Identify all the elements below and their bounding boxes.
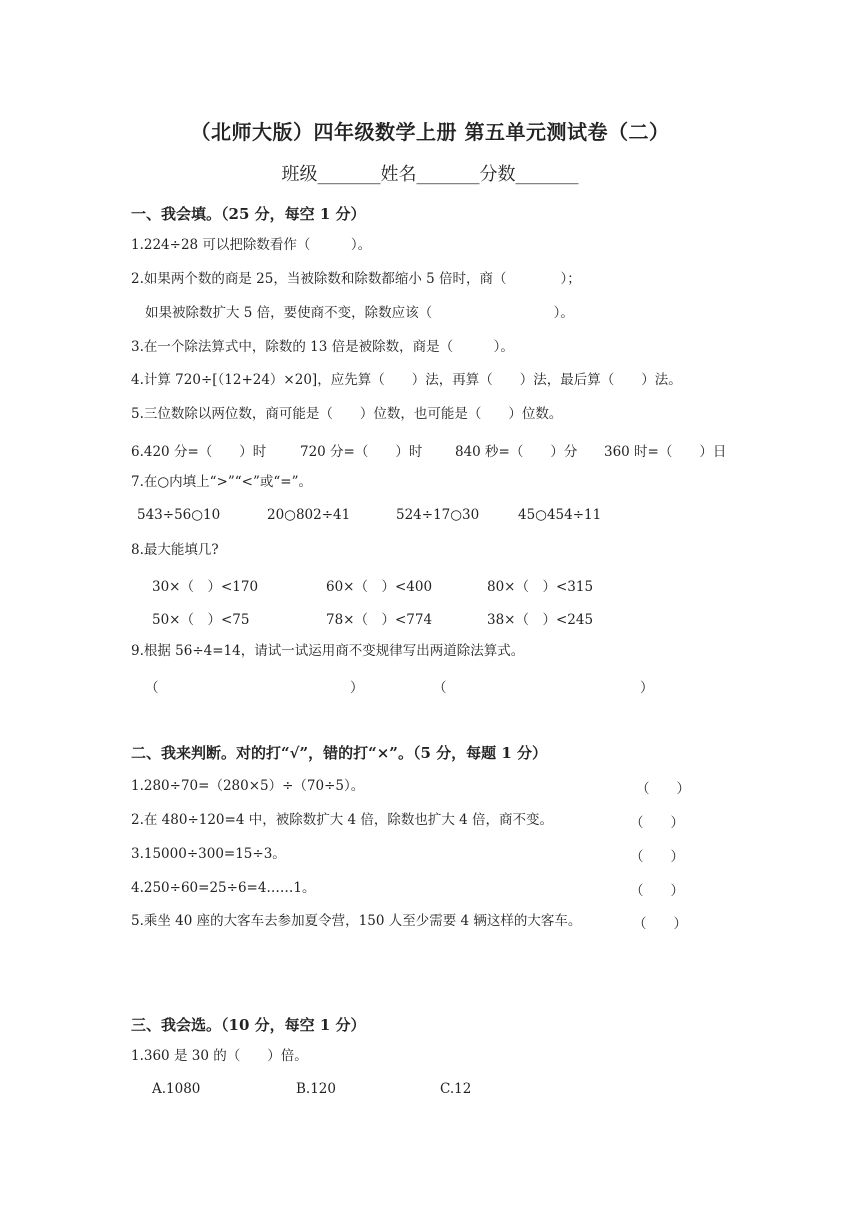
s2-answer-paren: （ ） bbox=[630, 883, 684, 899]
s1-q8-item: 60×（ ）<400 bbox=[326, 579, 433, 595]
student-info-line: 班级_______姓名_______分数_______ bbox=[281, 164, 579, 185]
s1-q6-item: 840 秒=（ ）分 bbox=[455, 444, 578, 460]
s1-q8-item: 78×（ ）<774 bbox=[326, 612, 433, 628]
s1-question-1: 1.224÷28 可以把除数看作（ ）。 bbox=[131, 237, 372, 253]
page-title: （北师大版）四年级数学上册 第五单元测试卷（二） bbox=[190, 120, 670, 144]
s1-q8-item: 30×（ ）<170 bbox=[152, 579, 259, 595]
s2-item: 5.乘坐 40 座的大客车去参加夏令营，150 人至少需要 4 辆这样的大客车。 bbox=[131, 913, 582, 929]
s2-item: 3.15000÷300=15÷3。 bbox=[131, 846, 286, 862]
s3-question-1: 1.360 是 30 的（ ）倍。 bbox=[131, 1048, 308, 1064]
s1-q9-paren-open: （ bbox=[433, 680, 447, 696]
s1-q7-item: 20○802÷41 bbox=[267, 507, 351, 523]
s2-answer-paren: （ ） bbox=[636, 781, 690, 797]
s2-item: 2.在 480÷120=4 中，被除数扩大 4 倍，除数也扩大 4 倍，商不变。 bbox=[131, 812, 554, 828]
s2-item: 1.280÷70=（280×5）÷（70÷5）。 bbox=[131, 778, 365, 794]
s1-q7-item: 524÷17○30 bbox=[396, 507, 480, 523]
s3-option-b: B.120 bbox=[296, 1081, 336, 1097]
s1-q6-item: 360 时=（ ）日 bbox=[604, 444, 727, 460]
s1-question-5: 5.三位数除以两位数，商可能是（ ）位数，也可能是（ ）位数。 bbox=[131, 406, 563, 422]
s1-q8-item: 80×（ ）<315 bbox=[487, 579, 594, 595]
s1-question-2a: 2.如果两个数的商是 25，当被除数和除数都缩小 5 倍时，商（ ）； bbox=[131, 271, 581, 287]
s1-q8-item: 38×（ ）<245 bbox=[487, 612, 594, 628]
s3-option-c: C.12 bbox=[440, 1081, 472, 1097]
s1-q8-item: 50×（ ）<75 bbox=[152, 612, 250, 628]
section1-heading: 一、我会填。（25 分，每空 1 分） bbox=[131, 205, 366, 223]
s1-question-7: 7.在○内填上“>”“<”或“=”。 bbox=[131, 474, 313, 490]
s1-q6-item: 720 分=（ ）时 bbox=[300, 444, 423, 460]
s1-q9-paren-close: ） bbox=[350, 680, 364, 696]
section2-heading: 二、我来判断。对的打“√”，错的打“×”。（5 分，每题 1 分） bbox=[131, 744, 547, 762]
section3-heading: 三、我会选。（10 分，每空 1 分） bbox=[131, 1016, 366, 1034]
s2-answer-paren: （ ） bbox=[633, 916, 687, 932]
s1-q6-item: 6.420 分=（ ）时 bbox=[131, 444, 267, 460]
s2-answer-paren: （ ） bbox=[630, 849, 684, 865]
s1-question-8: 8.最大能填几? bbox=[131, 542, 219, 558]
s1-question-9: 9.根据 56÷4=14，请试一试运用商不变规律写出两道除法算式。 bbox=[131, 643, 525, 659]
s1-question-2b: 如果被除数扩大 5 倍，要使商不变，除数应该（ ）。 bbox=[145, 305, 574, 321]
s1-question-4: 4.计算 720÷[（12+24）×20]，应先算（ ）法，再算（ ）法，最后算（ ）法。 bbox=[131, 372, 682, 388]
s1-q9-paren-close: ） bbox=[640, 680, 654, 696]
s2-answer-paren: （ ） bbox=[630, 815, 684, 831]
s1-q9-paren-open: （ bbox=[145, 680, 159, 696]
s1-q7-item: 543÷56○10 bbox=[137, 507, 221, 523]
s1-q7-item: 45○454÷11 bbox=[518, 507, 602, 523]
s3-option-a: A.1080 bbox=[152, 1081, 201, 1097]
s1-question-3: 3.在一个除法算式中，除数的 13 倍是被除数，商是（ ）。 bbox=[131, 339, 514, 355]
s2-item: 4.250÷60=25÷6=4……1。 bbox=[131, 880, 316, 896]
